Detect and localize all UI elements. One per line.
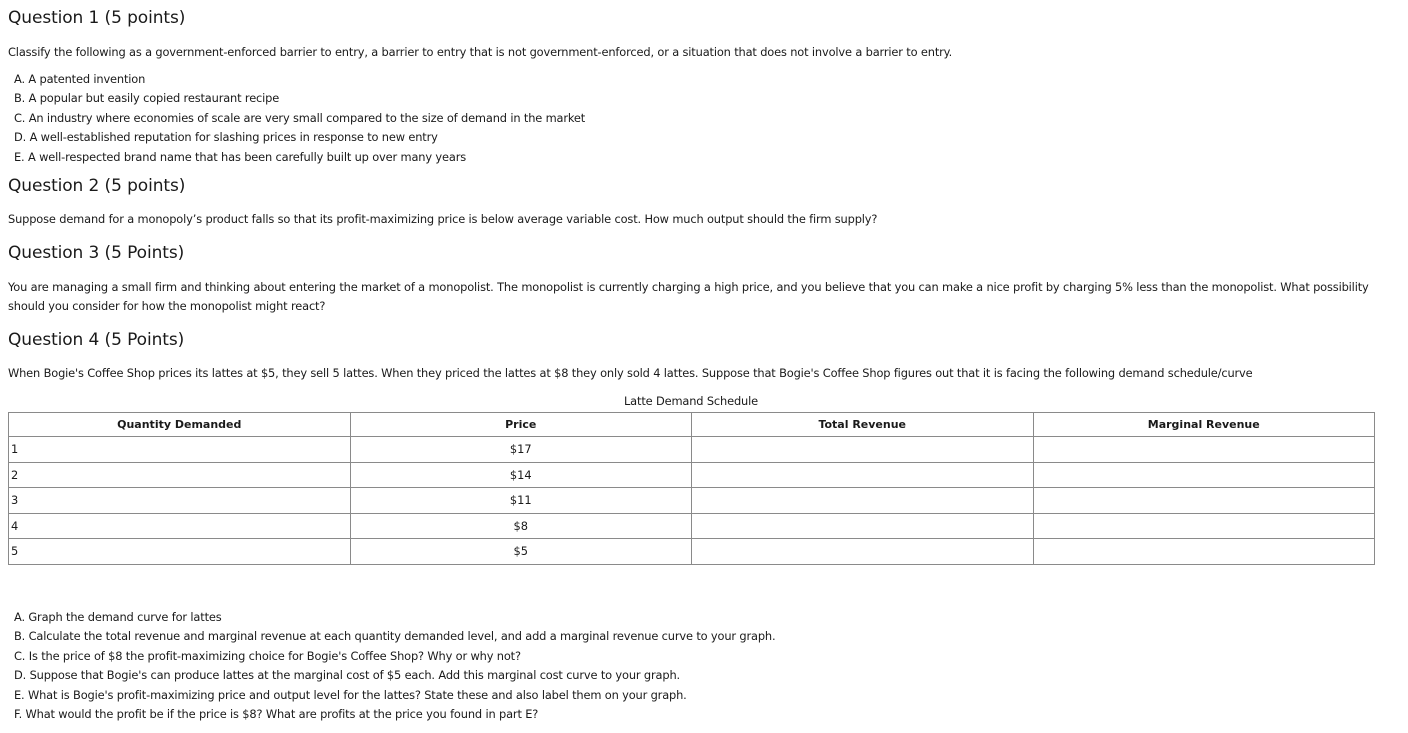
question-4-part-a: A. Graph the demand curve for lattes [14,610,222,624]
header-total-revenue: Total Revenue [692,413,1034,437]
question-1-option-a: A. A patented invention [14,72,146,86]
question-4-part-c: C. Is the price of $8 the profit-maximizing choice for Bogie's Coffee Shop? Why or why not? [14,648,521,663]
cell-marginal-revenue [1033,513,1375,539]
question-2-prompt: Suppose demand for a monopoly’s product falls so that its profit-maximizing price is below average variable cost. How much output should the firm supply? [8,212,878,226]
cell-price: $8 [350,513,692,539]
question-4-part-e: E. What is Bogie's profit-maximizing price and output level for the lattes? State these and also label them on your graph. [14,687,687,702]
header-marginal-revenue: Marginal Revenue [1033,413,1375,437]
question-4-part-f: F. What would the profit be if the price is $8? What are profits at the price you found in part E? [14,706,539,721]
question-4-part-d: D. Suppose that Bogie's can produce lattes at the marginal cost of $5 each. Add this marginal cost curve to your graph. [14,668,680,683]
cell-total-revenue [692,462,1034,488]
question-2-title: Question 2 (5 points) [8,176,186,196]
question-1-prompt: Classify the following as a government-enforced barrier to entry, a barrier to entry that is not government-enforced, or a situation that does not involve a barrier to entry. [8,45,953,59]
cell-marginal-revenue [1033,488,1375,514]
table-row [9,488,1375,514]
cell-total-revenue [692,488,1034,514]
latte-demand-table [8,412,1375,565]
cell-quantity: 2 [9,462,351,488]
cell-quantity: 1 [9,437,351,463]
table-row [9,462,1375,488]
question-1-option-d: D. A well-established reputation for slashing prices in response to new entry [14,130,438,145]
table-row [9,539,1375,565]
question-3-title: Question 3 (5 Points) [8,243,185,263]
question-4-parts [14,608,775,724]
cell-total-revenue [692,539,1034,565]
cell-marginal-revenue [1033,539,1375,565]
cell-price: $5 [350,539,692,565]
table-row [9,513,1375,539]
cell-total-revenue [692,513,1034,539]
question-1-options [14,70,585,167]
question-1-option-c: C. An industry where economies of scale are very small compared to the size of demand in the market [14,110,586,125]
question-1-title: Question 1 (5 points) [8,8,186,28]
cell-quantity: 3 [9,488,351,514]
cell-marginal-revenue [1033,462,1375,488]
cell-total-revenue [692,437,1034,463]
cell-price: $17 [350,437,692,463]
cell-marginal-revenue [1033,437,1375,463]
header-price: Price [350,413,692,437]
cell-quantity: 4 [9,513,351,539]
cell-quantity: 5 [9,539,351,565]
table-caption: Latte Demand Schedule [623,394,758,408]
question-3-prompt: You are managing a small firm and thinking about entering the market of a monopolist. The monopolist is currently charging a high price, and you believe that you can make a nice profit by charging 5% less than the monopolist. What possibility should you consider for how the monopolist might react? [8,280,1369,313]
question-1-option-e: E. A well-respected brand name that has been carefully built up over many years [14,149,467,164]
question-4-prompt: When Bogie's Coffee Shop prices its lattes at $5, they sell 5 lattes. When they priced the lattes at $8 they only sold 4 lattes. Suppose that Bogie's Coffee Shop figures out that it is facing the following demand schedule/curve [8,366,1253,380]
cell-price: $11 [350,488,692,514]
question-1-option-b: B. A popular but easily copied restaurant recipe [14,91,280,106]
header-quantity-demanded: Quantity Demanded [9,413,351,437]
question-4-title: Question 4 (5 Points) [8,330,185,350]
table-row [9,437,1375,463]
table-header-row [9,413,1375,437]
cell-price: $14 [350,462,692,488]
question-4-part-b: B. Calculate the total revenue and marginal revenue at each quantity demanded level, and add a marginal revenue curve to your graph. [14,629,776,644]
